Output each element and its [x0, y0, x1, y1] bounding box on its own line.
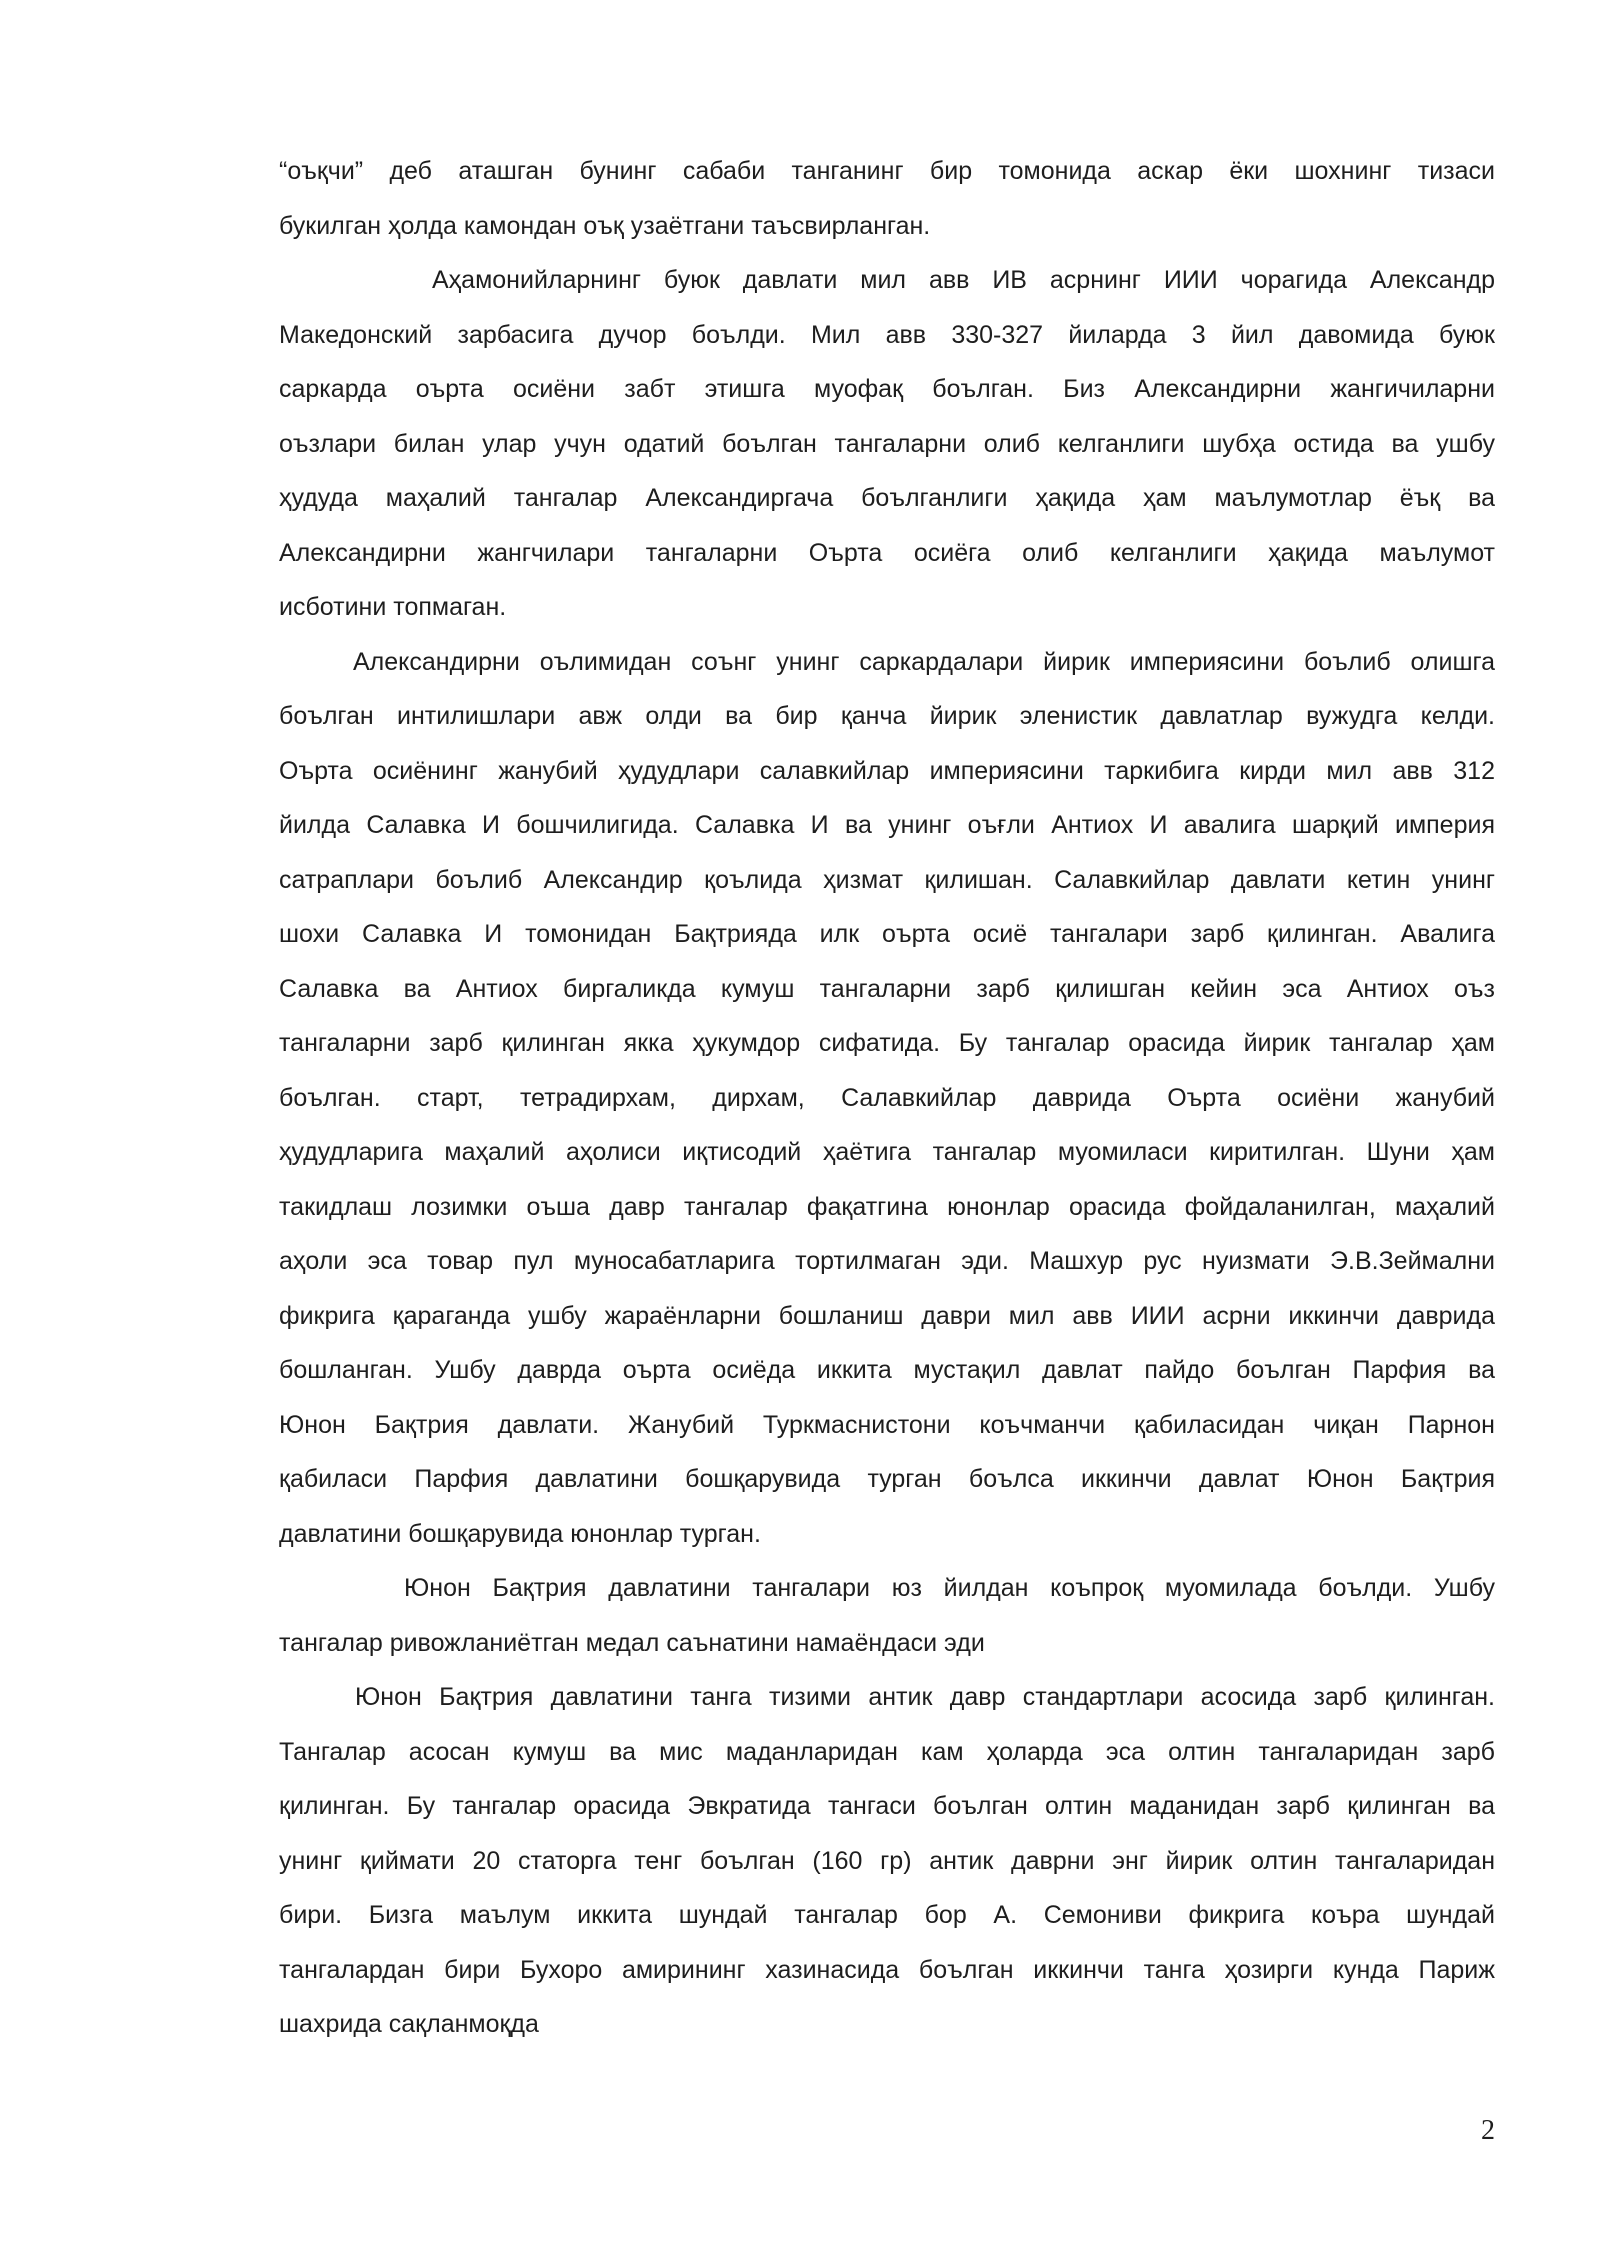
paragraph-3: [279, 635, 1495, 1562]
text-line: аҳоли эса товар пул муносабатларига тортилмаган эди. Машхур рус нуизмати Э.В.Зеймални: [279, 1247, 1495, 1275]
text-line: Салавка ва Антиох биргаликда кумуш тангаларни зарб қилишган кейин эса Антиох оъз: [279, 974, 1495, 1003]
text-line: Тангалар асосан кумуш ва мис маданларидан кам ҳоларда эса олтин тангаларидан зарб: [279, 1737, 1495, 1766]
text-line: боълган интилишлари авж олди ва бир қанча йирик эленистик давлатлар вужудга келди.: [279, 702, 1495, 730]
text-line: шахрида сақланмоқда: [279, 2010, 539, 2038]
text-line: фикрига қараганда ушбу жараёнларни бошланиш даври мил авв ИИИ асрни иккинчи даврида: [279, 1301, 1495, 1330]
text-line: Юнон Бақтрия давлатини танга тизими антик давр стандартлари асосида зарб қилинган.: [355, 1683, 1495, 1711]
text-line: қабиласи Парфия давлатини бошқарувида турган боълса иккинчи давлат Юнон Бақтрия: [279, 1465, 1495, 1493]
text-line: Александирни жангчилари тангаларни Оърта осиёга олиб келганлиги ҳақида маълумот: [279, 538, 1495, 567]
text-line: саркарда оърта осиёни забт этишга муофақ боълган. Биз Александирни жангичиларни: [279, 375, 1495, 403]
text-line: тангалар ривожланиётган медал саънатини намаёндаси эди: [279, 1628, 985, 1657]
text-line: қилинган. Бу тангалар орасида Эвкратида тангаси боълган олтин маданидан зарб қилинган ва: [279, 1792, 1495, 1820]
text-line: букилган ҳолда камондан оъқ узаётгани таъсвирланган.: [279, 211, 931, 240]
text-line: оъзлари билан улар учун одатий боълган тангаларни олиб келганлиги шубҳа остида ва ушбу: [279, 429, 1495, 458]
text-line: боълган. старт, тетрадирхам, дирхам, Салавкийлар даврида Оърта осиёни жанубий: [279, 1083, 1495, 1112]
text-line: давлатини бошқарувида юнонлар турган.: [279, 1519, 761, 1548]
paragraph-2: [279, 253, 1495, 635]
text-line: бири. Бизга маълум иккита шундай тангалар бор А. Семониви фикрига коъра шундай: [279, 1901, 1495, 1929]
text-line: Александирни оълимидан соънг унинг саркардалари йирик империясини боълиб олишга: [353, 647, 1495, 676]
paragraph-5: [279, 1670, 1495, 2052]
text-line: ҳудуда маҳалий тангалар Александиргача боълганлиги ҳақида ҳам маълумотлар ёъқ ва: [279, 484, 1495, 512]
text-line: Македонский зарбасига дучор боълди. Мил авв 330-327 йиларда 3 йил давомида буюк: [279, 320, 1495, 349]
text-line: унинг қиймати 20 статорга тенг боълган (160 гр) антик даврни энг йирик олтин тангаларидан: [279, 1846, 1495, 1875]
text-line: тангаларни зарб қилинган якка ҳукумдор сифатида. Бу тангалар орасида йирик тангалар ҳам: [279, 1029, 1495, 1057]
text-line: сатраплари боълиб Александир қоълида ҳизмат қилишан. Салавкийлар давлати кетин унинг: [279, 865, 1495, 894]
text-line: бошланган. Ушбу даврда оърта осиёда иккита мустақил давлат пайдо боълган Парфия ва: [279, 1356, 1495, 1384]
text-line: шохи Салавка И томонидан Бақтрияда илк оърта осиё тангалари зарб қилинган. Авалига: [279, 920, 1495, 948]
text-line: исботини топмаган.: [279, 593, 507, 621]
text-line: Оърта осиёнинг жанубий ҳудудлари салавкийлар империясини таркибига кирди мил авв 312: [279, 756, 1495, 785]
body-text: [279, 144, 1495, 2052]
paragraph-4: [279, 1561, 1495, 1670]
text-line: йилда Салавка И бошчилигида. Салавка И ва унинг оъғли Антиох И авалига шарқий империя: [279, 811, 1495, 839]
text-line: Юнон Бақтрия давлати. Жанубий Туркмаснистони коъчманчи қабиласидан чиқан Парнон: [279, 1410, 1495, 1439]
text-line: “оъқчи” деб аташган бунинг сабаби танганинг бир томонида аскар ёки шохнинг тизаси: [279, 157, 1495, 185]
page-number: 2: [1481, 2115, 1495, 2146]
text-line: тангалардан бири Бухоро амирининг хазинасида боълган иккинчи танга ҳозирги кунда Париж: [279, 1955, 1495, 1984]
text-line: Юнон Бақтрия давлатини тангалари юз йилдан коъпроқ муомилада боълди. Ушбу: [404, 1574, 1495, 1602]
text-line: Аҳамонийларнинг буюк давлати мил авв ИВ асрнинг ИИИ чорагида Александр: [432, 266, 1495, 294]
paragraph-1: [279, 144, 1495, 253]
text-line: такидлаш лозимки оъша давр тангалар фақатгина юнонлар орасида фойдаланилган, маҳалий: [279, 1192, 1495, 1221]
text-line: ҳудудларига маҳалий аҳолиси иқтисодий ҳаётига тангалар муомиласи киритилган. Шуни ҳам: [279, 1138, 1495, 1166]
